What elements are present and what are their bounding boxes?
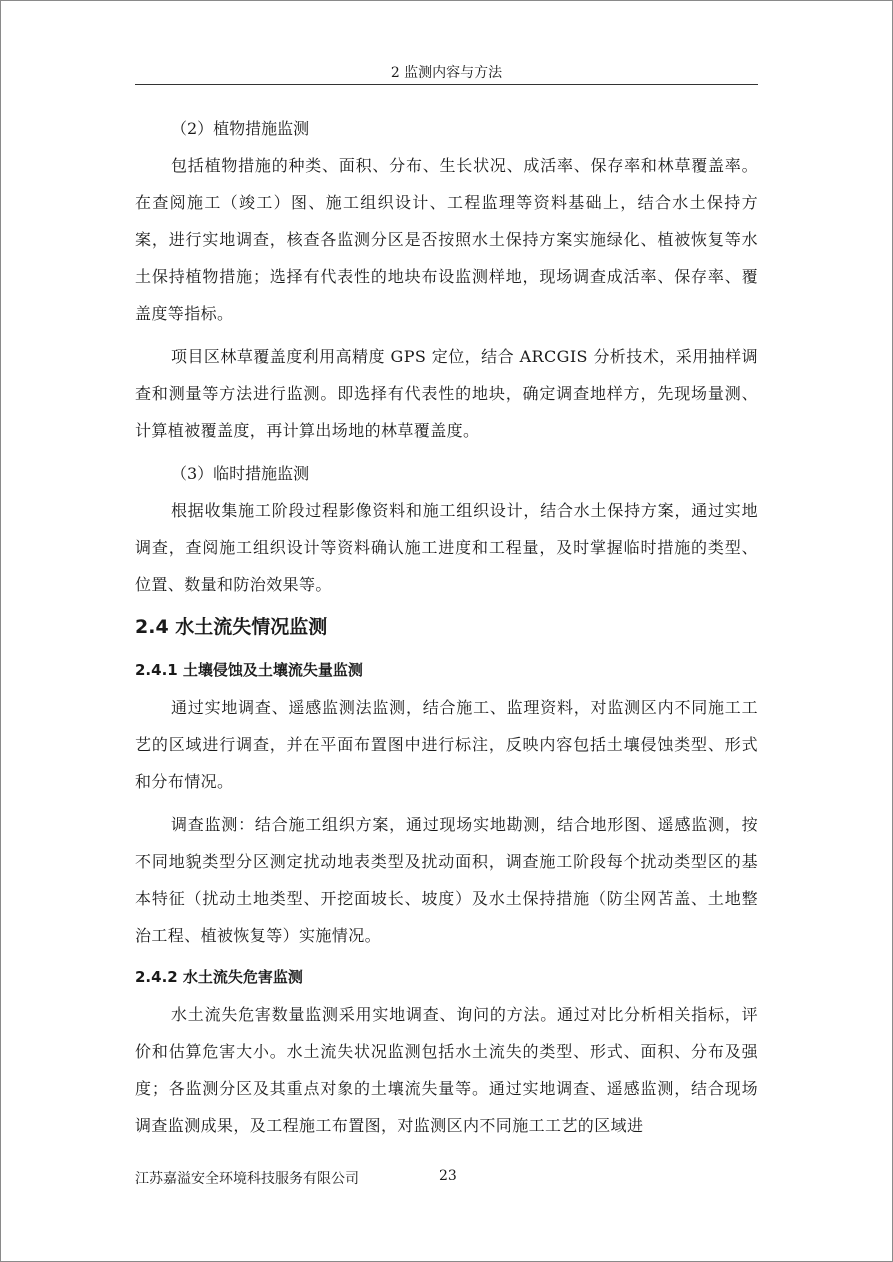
paragraph: 调查监测：结合施工组织方案，通过现场实地勘测，结合地形图、遥感监测，按不同地貌类型分区测定扰动地表类型及扰动面积，调查施工阶段每个扰动类型区的基本特征（扰动土地类型、开挖面坡长、坡度）及水土保持措施（防尘网苫盖、土地整治工程、植被恢复等）实施情况。 xyxy=(135,815,758,945)
section-heading-2-4-2: 2.4.2 水土流失危害监测 xyxy=(135,968,303,986)
page-header: 2 监测内容与方法 xyxy=(390,65,503,81)
paragraph: 项目区林草覆盖度利用高精度 GPS 定位，结合 ARCGIS 分析技术，采用抽样调查和测量等方法进行监测。即选择有代表性的地块，确定调查地样方，先现场量测、计算植被覆盖度，再计算出场地的林草覆盖度。 xyxy=(135,347,758,440)
footer-company: 江苏嘉溢安全环境科技服务有限公司 xyxy=(135,1171,359,1187)
subsection-title-vegetation: （2）植物措施监测 xyxy=(171,119,310,138)
page-content xyxy=(135,110,758,1150)
header-rule xyxy=(135,84,758,85)
section-heading-2-4: 2.4 水土流失情况监测 xyxy=(135,616,328,638)
subsection-title-temporary: （3）临时措施监测 xyxy=(171,464,310,483)
paragraph: 包括植物措施的种类、面积、分布、生长状况、成活率、保存率和林草覆盖率。在查阅施工（竣工）图、施工组织设计、工程监理等资料基础上，结合水土保持方案，进行实地调查，核查各监测分区是否按照水土保持方案实施绿化、植被恢复等水土保持植物措施；选择有代表性的地块布设监测样地，现场调查成活率、保存率、覆盖度等指标。 xyxy=(135,156,758,323)
section-heading-2-4-1: 2.4.1 土壤侵蚀及土壤流失量监测 xyxy=(135,661,363,679)
page-number: 23 xyxy=(439,1168,457,1184)
paragraph: 通过实地调查、遥感监测法监测，结合施工、监理资料，对监测区内不同施工工艺的区域进行调查，并在平面布置图中进行标注，反映内容包括土壤侵蚀类型、形式和分布情况。 xyxy=(135,698,758,791)
paragraph: 水土流失危害数量监测采用实地调查、询问的方法。通过对比分析相关指标，评价和估算危害大小。水土流失状况监测包括水土流失的类型、形式、面积、分布及强度；各监测分区及其重点对象的土壤流失量等。通过实地调查、遥感监测，结合现场调查监测成果，及工程施工布置图，对监测区内不同施工工艺的区域进 xyxy=(135,1005,758,1135)
paragraph: 根据收集施工阶段过程影像资料和施工组织设计，结合水土保持方案，通过实地调查，查阅施工组织设计等资料确认施工进度和工程量，及时掌握临时措施的类型、位置、数量和防治效果等。 xyxy=(135,501,758,594)
